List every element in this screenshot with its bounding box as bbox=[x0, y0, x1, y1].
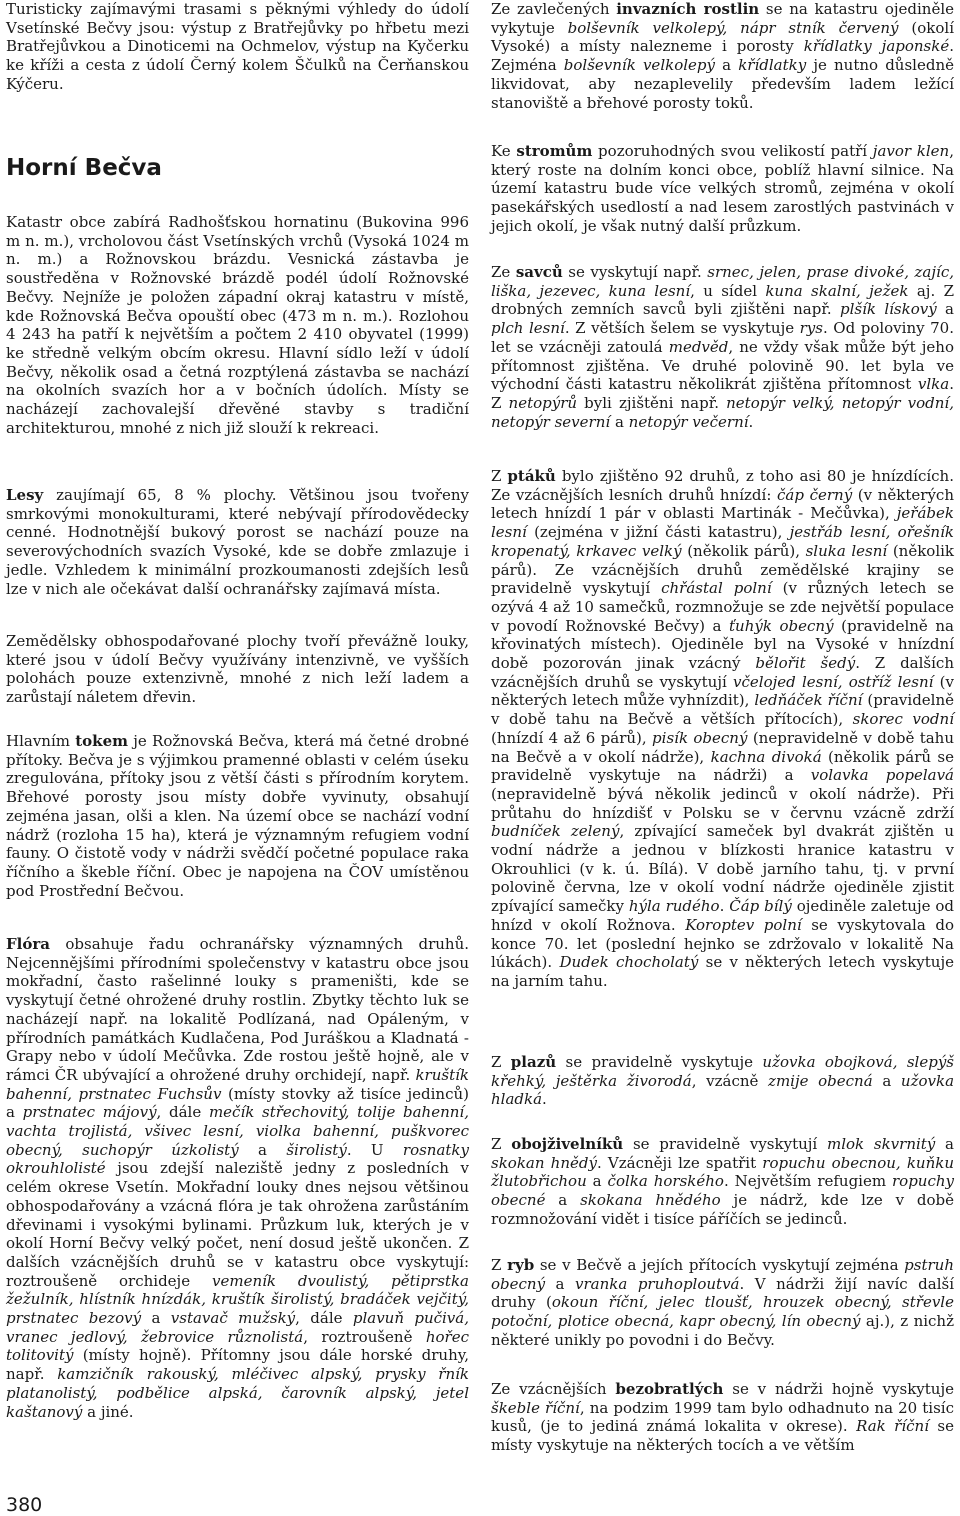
section-heading: Horní Bečva bbox=[6, 155, 162, 181]
right-paragraph-2: Ke stromům pozoruhodných svou velikostí patří javor klen, který roste na dolním konci obce, poblíž hlavní silnice. Na území katastru bude více velkých stromů, zejména v okolí pasekářských usedlostí a nad lesem zarostlých pastvinách v jejich okolí, je však nutný další průzkum. bbox=[491, 142, 954, 235]
right-paragraph-5: Z plazů se pravidelně vyskytuje užovka obojková, slepýš křehký, ještěrka živorodá, vzácně zmije obecná a užovka hladká. bbox=[491, 1053, 955, 1109]
left-paragraph-3: Lesy zaujímají 65, 8 % plochy. Většinou jsou tvořeny smrkovými monokulturami, které nebývají přírodovědecky cenné. Hodnotnější bukový porost se nachází pouze na severovýchodních svazích Vysoké, kde se dobře zmlazuje i jedle. Vzhledem k minimální prozkoumanosti zdejších lesů lze v nich ale očekávat další ochranářsky zajímavá místa. bbox=[6, 486, 469, 598]
left-paragraph-2: Katastr obce zabírá Radhošťskou hornatinu (Bukovina 996 m n. m.), vrcholovou část Vsetínských vrchů (Vysoká 1024 m n. m.) a Rožnovskou brázdu. Vesnická zástavba je soustředěna v Rožnovské brázdě podél údolí Rožnovské Bečvy. Nejníže je položen západní okraj katastru v místě, kde Rožnovská Bečva opouští obec (473 m n. m.). Rozlohou 4 243 ha patří k největším a počtem 2 410 obyvatel (1999) ke středně velkým obcím okresu. Hlavní sídlo leží v údolí Bečvy, několik osad a četná rozptýlená zástavba se nachází na okolních svazích hor a v bočních údolích. Místy se nacházejí zachovalejší dřevěné stavby s tradiční architekturou, mnohé z nich již slouží k rekreaci. bbox=[6, 213, 469, 437]
left-paragraph-4: Zemědělsky obhospodařované plochy tvoří převážně louky, které jsou v údolí Bečvy využívány intenzivně, ve vyšších polohách pouze extenzivně, mnohé z nich leží ladem a zarůstají náletem dřevin. bbox=[6, 632, 469, 707]
page-number: 380 bbox=[6, 1494, 43, 1516]
left-paragraph-6: Flóra obsahuje řadu ochranářsky významných druhů. Nejcennějšími přírodními společenstvy v katastru obce jsou mokřadní, často rašelinné louky s prameništi, kde se vyskytují četné ohrožené druhy rostlin. Zbytky těchto luk se nacházejí např. na lokalitě Podlízaná, nad Opáleným, v přírodních památkách Kudlačena, Pod Juráškou a Kladnatá - Grapy nebo v údolí Mečůvka. Zde rostou ještě hojně, ale v rámci ČR ubývající a ohrožené druhy orchidejí, např. kruštík bahenní, prstnatec Fuchsův (místy stovky až tisíce jedinců) a prstnatec májový, dále mečík střechovitý, tolije bahenní, vachta trojlistá, všivec lesní, violka bahenní, puškvorec obecný, suchopýr úzkolistý a širolistý. U rosnatky okrouhlolisté jsou zdejší naleziště jedny z posledních v celém okrese Vsetín. Mokřadní louky dnes nejsou většinou obhospodařovány a vzácná flóra je tak ohrožena zarůstáním dřevinami i vysokými bylinami. Průzkum luk, kterých je v okolí Horní Bečvy velký počet, není dosud ještě ukončen. Z dalších vzácnějších druhů se v katastru obce vyskytují: roztroušeně orchideje vemeník dvoulistý, pětiprstka žežulník, hlístník hnízdák, kruštík širolistý, bradáček vejčitý, prstnatec bezový a vstavač mužský, dále plavuň pučivá, vranec jedlový, žebrovice různolistá, roztroušeně hořec tolitovitý (místy hojně). Přítomny jsou dále horské druhy, např. kamzičník rakouský, mléčivec alpský, prysky řník platanolistý, podbělice alpská, čarovník alpský, jetel kaštanový a jiné. bbox=[6, 935, 469, 1421]
right-paragraph-3: Ze savců se vyskytují např. srnec, jelen, prase divoké, zajíc, liška, jezevec, kuna lesní, u sídel kuna skalní, ježek aj. Z drobných zemních savců byli zjištěni např. plšík lískový a plch lesní. Z větších šelem se vyskytuje rys. Od poloviny 70. let se vzácněji zatoulá medvěd, ne vždy však může být jeho přítomnost zjištěna. Ve druhé polovině 90. let byla ve východní části katastru několikrát zjištěna přítomnost vlka. Z netopýrů byli zjištěni např. netopýr velký, netopýr vodní, netopýr severní a netopýr večerní. bbox=[491, 263, 954, 431]
right-paragraph-4: Z ptáků bylo zjištěno 92 druhů, z toho asi 80 je hnízdících. Ze vzácnějších lesních druhů hnízdí: čáp černý (v některých letech hnízdí 1 pár v oblasti Martinák - Mečůvka), jeřábek lesní (zejména v jižní části katastru), jestřáb lesní, ořešník kropenatý, krkavec velký (několik párů), sluka lesní (několik párů). Ze vzácnějších druhů zemědělské krajiny se pravidelně vyskytují chřástal polní (v různých letech se ozývá 4 až 10 samečků, rozmnožuje se zde největší populace v povodí Rožnovské Bečvy) a ťuhýk obecný (pravidelně na křovinatých místech). Ojediněle byl na Vysoké v hnízdní době pozorován jinak vzácný bělořit šedý. Z dalších vzácnějších druhů se vyskytují včelojed lesní, ostříž lesní (v některých letech může vyhnízdit), ledňáček říční (pravidelně v době tahu na Bečvě a větších přítocích), skorec vodní (hnízdí 4 až 6 párů), pisík obecný (nepravidelně v době tahu na Bečvě a v okolí nádrže), kachna divoká (několik párů se pravidelně vyskytuje na nádrži) a volavka popelavá (nepravidelně bývá několik jedinců v okolí nádrže). Při průtahu do hnízdišť v Polsku se v červnu vzácně zdrží budníček zelený, zpívající sameček byl dvakrát zjištěn u vodní nádrže a jednou v blízkosti hranice katastru v Okrouhlici (v k. ú. Bílá). V době jarního tahu, tj. v první polovině června, lze v okolí vodní nádrže ojediněle zjistit zpívající samečky hýla rudého. Čáp bílý ojediněle zaletuje od hnízd v okolí Rožnova. Koroptev polní se vyskytovala do konce 70. let (poslední hejnko se zdržovalo v lokalitě Na lúkách). Dudek chocholatý se v některých letech vyskytuje na jarním tahu. bbox=[491, 467, 955, 990]
right-paragraph-7: Z ryb se v Bečvě a jejích přítocích vyskytují zejména pstruh obecný a vranka pruhoploutvá. V nádrži žijí navíc další druhy (okoun říční, jelec tloušť, hrouzek obecný, střevle potoční, plotice obecná, kapr obecný, lín obecný aj.), z nichž některé unikly po povodni i do Bečvy. bbox=[491, 1256, 955, 1349]
left-paragraph-5: Hlavním tokem je Rožnovská Bečva, která má četné drobné přítoky. Bečva je s výjimkou pramenné oblasti v celém úseku zregulována, přítoky jsou z větší části s přírodním korytem. Břehové porosty jsou místy dobře vyvinuty, obsahují zejména jasan, olši a klen. Na území obce se nachází vodní nádrž (rozloha 15 ha), která je významným refugiem vodní fauny. O čistotě vody v nádrži svědčí početné populace raka říčního a škeble říční. Obec je napojena na ČOV umístěnou pod Prostřední Bečvou. bbox=[6, 732, 470, 900]
right-paragraph-1: Ze zavlečených invazních rostlin se na katastru ojediněle vykytuje bolševník velkolepý, nápr stník červený (okolí Vysoké) a místy nalezneme i porosty křídlatky japonské. Zejména bolševník velkolepý a křídlatky je nutno důsledně likvidovat, aby nezaplevelily především ladem ležící stanoviště a břehové porosty toků. bbox=[491, 0, 955, 112]
right-paragraph-8: Ze vzácnějších bezobratlých se v nádrži hojně vyskytuje škeble říční, na podzim 1999 tam bylo odhadnuto na 20 tisíc kusů, (je to jediná známá lokalita v okrese). Rak říční se místy vyskytuje na některých tocích a ve větším bbox=[491, 1380, 955, 1455]
right-paragraph-6: Z obojživelníků se pravidelně vyskytují mlok skvrnitý a skokan hnědý. Vzácněji lze spatřit ropuchu obecnou, kuňku žlutobřichou a čolka horského. Největším refugiem ropuchy obecné a skokana hnědého je nádrž, kde lze v době rozmnožování vidět i tisíce páříčích se jedinců. bbox=[491, 1135, 955, 1228]
left-paragraph-1: Turisticky zajímavými trasami s pěknými výhledy do údolí Vsetínské Bečvy jsou: výstup z Bratřejůvky po hřbetu mezi Bratřejůvkou a Dinoticemi na Ochmelov, výstup na Kyčerku ke kříži a cesta z údolí Černý kolem Ščulků na Čerňanskou Kýčeru. bbox=[6, 0, 469, 93]
